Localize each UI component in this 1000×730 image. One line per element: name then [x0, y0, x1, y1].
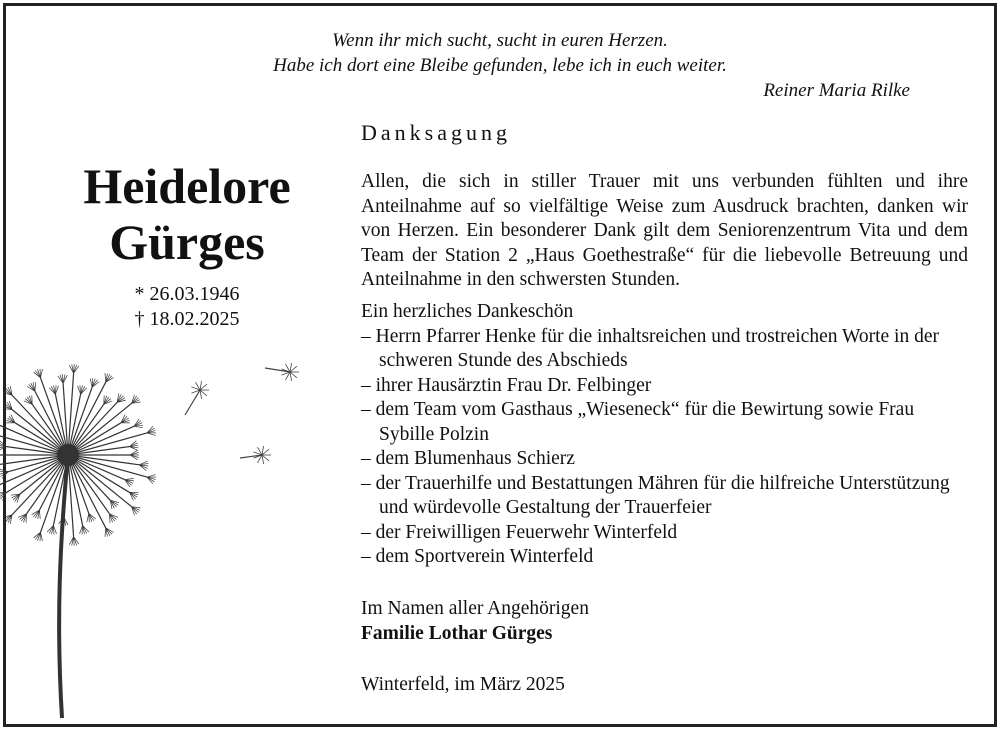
first-name: Heidelore — [83, 158, 291, 214]
heading: Danksagung — [361, 120, 511, 145]
thanks-item: – dem Team vom Gasthaus „Wieseneck“ für die Bewirtung sowie Frau Sybille Polzin — [361, 399, 915, 445]
place-date: Winterfeld, im März 2025 — [361, 674, 565, 695]
quote-line-1: Wenn ihr mich sucht, sucht in euren Herzen. — [332, 30, 668, 51]
thanks-section — [361, 300, 968, 570]
quote-line-2: Habe ich dort eine Bleibe gefunden, lebe ich in euch weiter. — [273, 55, 727, 76]
thanks-paragraph: Allen, die sich in stiller Trauer mit uns verbunden fühlten und ihre Anteilnahme auf so vielfältige Weise zum Ausdruck brachten, danken wir von Herzen. Ein besonderer Dank gilt dem Seniorenzentrum Vita und dem Team der Station 2 „Haus Goethestraße“ für die liebevolle Betreuung und Anteilnahme in den schwersten Stunden. — [361, 171, 968, 290]
last-name: Gürges — [109, 214, 265, 270]
dandelion-center-icon — [57, 444, 79, 466]
thanks-item: – ihrer Hausärztin Frau Dr. Felbinger — [361, 374, 652, 396]
signature-family: Familie Lothar Gürges — [361, 623, 553, 644]
birth-date: * 26.03.1946 — [134, 283, 240, 305]
thanks-item: – Herrn Pfarrer Henke für die inhaltsreichen und trostreichen Worte in der schweren Stunde des Abschieds — [361, 325, 939, 371]
flying-seeds-icon — [185, 363, 299, 464]
thanks-item: – dem Sportverein Winterfeld — [361, 546, 594, 567]
quote-author: Reiner Maria Rilke — [763, 80, 910, 101]
thanks-item: – der Freiwilligen Feuerwehr Winterfeld — [361, 521, 678, 543]
thanks-item: – dem Blumenhaus Schierz — [361, 448, 575, 469]
dandelion-stem — [59, 455, 68, 718]
death-date: † 18.02.2025 — [134, 308, 240, 330]
signature-line: Im Namen aller Angehörigen — [361, 598, 589, 619]
thanks-item: – der Trauerhilfe und Bestattungen Mähren für die hilfreiche Unterstützung und würdevolle Gestaltung der Trauerfeier — [361, 472, 950, 518]
dandelion-illustration — [0, 0, 330, 730]
thanks-intro: Ein herzliches Dankeschön — [361, 301, 574, 322]
